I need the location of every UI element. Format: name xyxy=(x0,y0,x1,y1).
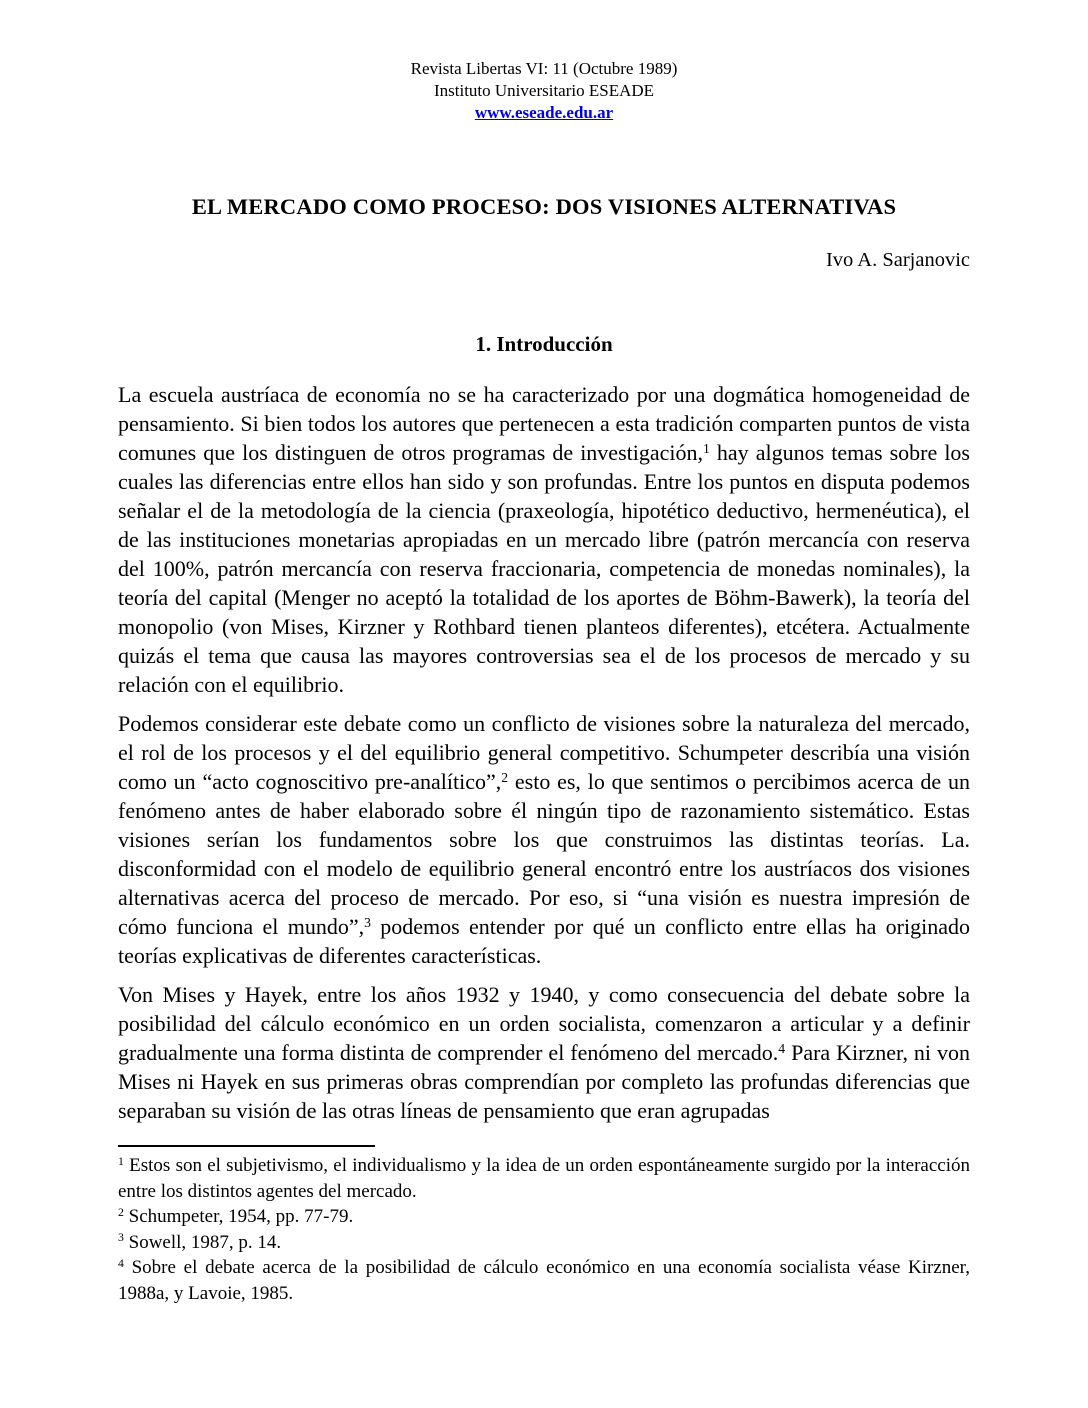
footnotes-section xyxy=(118,1153,970,1306)
footnote-number: 1 xyxy=(118,1154,124,1168)
footnote: $^1$ Estos son el subjetivismo, el individualismo y la idea de un orden espontáneamente surgido por la interacción entre los distintos agentes del mercado. xyxy=(118,1154,970,1202)
footnote-number: 4 xyxy=(118,1256,124,1270)
footnote: $^2$ Schumpeter, 1954, pp. 77-79. xyxy=(118,1205,354,1227)
paragraph: Von Mises y Hayek, entre los años 1932 y 1940, y como consecuencia del debate sobre la posibilidad del cálculo económico en un orden socialista, comenzaron a articular y a definir gradualmente una forma distinta de comprender el fenómeno del mercado.$^4$ Para Kirzner, ni von Mises ni Hayek en sus primeras obras comprendían por completo las profundas diferencias que separaban su visión de las otras líneas de pensamiento que eran agrupadas xyxy=(118,982,970,1123)
footnote-ref: 4 xyxy=(778,1040,786,1056)
footnote-ref: 1 xyxy=(703,440,710,456)
paragraph: Podemos considerar este debate como un conflicto de visiones sobre la naturaleza del mercado, el rol de los procesos y el del equilibrio general competitivo. Schumpeter describía una visión como un “acto cognoscitivo pre-analítico”,$^2$ esto es, lo que sentimos o percibimos acerca de un fenómeno antes de haber elaborado sobre él ningún tipo de razonamiento sistemático. Estas visiones serían los fundamentos sobre los que construimos las distintas teorías. La. disconformidad con el modelo de equilibrio general encontró entre los austríacos dos visiones alternativas acerca del proceso de mercado. Por eso, si “una visión es nuestra impresión de cómo funciona el mundo”,$^3$ podemos entender por qué un conflicto entre ellas ha originado teorías explicativas de diferentes características. xyxy=(118,711,970,968)
author-name: Ivo A. Sarjanovic xyxy=(825,249,970,271)
footnote: $^3$ Sowell, 1987, p. 14. xyxy=(118,1231,282,1253)
paragraph: La escuela austríaca de economía no se ha caracterizado por una dogmática homogeneidad de pensamiento. Si bien todos los autores que pertenecen a esta tradición comparten puntos de vista comunes que los distinguen de otros programas de investigación,$^1$ hay algunos temas sobre los cuales las diferencias entre ellos han sido y son profundas. Entre los puntos en disputa podemos señalar el de la metodología de la ciencia (praxeología, hipotético deductivo, hermenéutica), el de las instituciones monetarias apropiadas en un mercado libre (patrón mercancía con reserva del 100%, patrón mercancía con reserva fraccionaria, competencia de monedas nominales), la teoría del capital (Menger no aceptó la totalidad de los aportes de Böhm-Bawerk), la teoría del monopolio (von Mises, Kirzner y Rothbard tienen planteos diferentes), etcétera. Actualmente quizás el tema que causa las mayores controversias sea el de los procesos de mercado y su relación con el equilibrio. xyxy=(118,382,970,697)
footnote-separator xyxy=(118,1145,375,1147)
footnote-ref: 3 xyxy=(364,914,371,930)
footnote: $^4$ Sobre el debate acerca de la posibilidad de cálculo económico en una economía socialista véase Kirzner, 1988a, y Lavoie, 1985. xyxy=(118,1256,970,1304)
footnote-number: 3 xyxy=(118,1231,124,1245)
footnote-number: 2 xyxy=(118,1205,124,1219)
journal-title: Revista Libertas VI: 11 (Octubre 1989) xyxy=(410,59,678,78)
footnote-ref: 2 xyxy=(501,769,509,785)
body-paragraphs xyxy=(118,380,970,1125)
article-title: EL MERCADO COMO PROCESO: DOS VISIONES ALTERNATIVAS xyxy=(191,194,897,219)
section-heading: 1. Introducción xyxy=(475,332,613,356)
institute-name: Instituto Universitario ESEADE xyxy=(433,81,655,100)
journal-header xyxy=(118,58,970,124)
website-link[interactable]: www.eseade.edu.ar xyxy=(474,103,614,122)
